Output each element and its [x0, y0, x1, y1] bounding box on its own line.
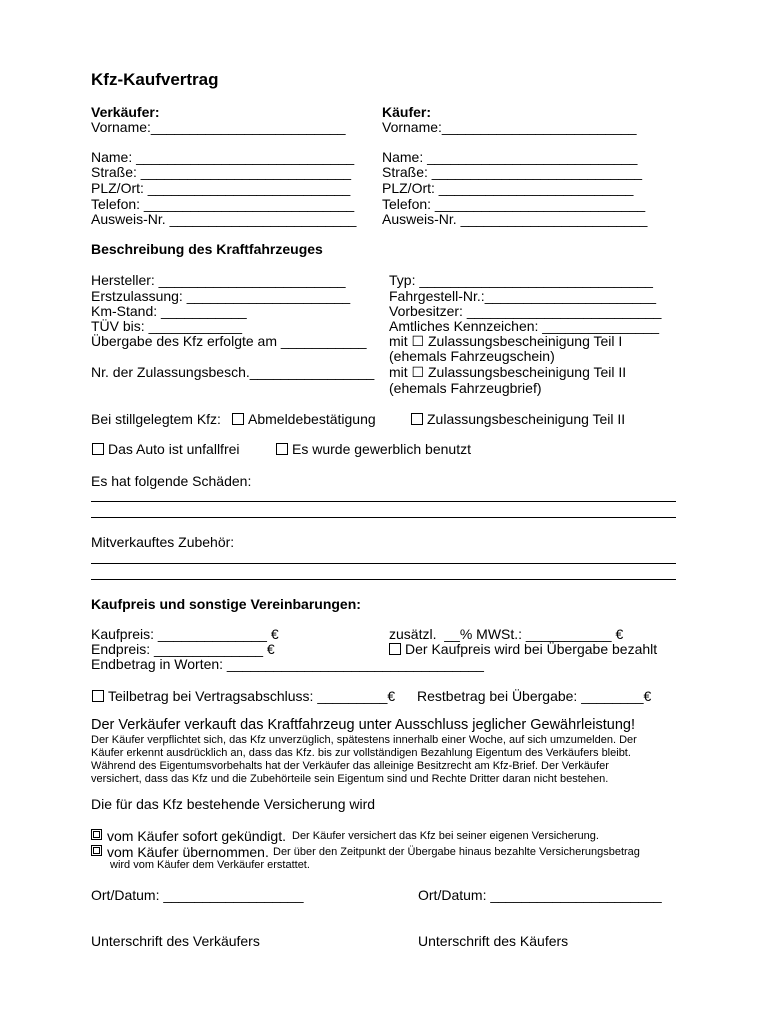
buyer-id-field[interactable]: Ausweis-Nr. ________________________	[382, 211, 648, 227]
warranty-statement: Der Verkäufer verkauft das Kraftfahrzeug unter Ausschluss jeglicher Gewährleistung!	[91, 717, 636, 733]
partial-payment-field[interactable]: Teilbetrag bei Vertragsabschluss: _________€	[108, 688, 396, 704]
insurance-cancel-label: vom Käufer sofort gekündigt.	[107, 828, 286, 844]
previous-owner-field[interactable]: Vorbesitzer: _________________________	[389, 303, 662, 319]
accessories-line-1[interactable]	[91, 563, 676, 564]
commercial-use-label: Es wurde gewerblich benutzt	[292, 441, 471, 457]
registration-cert-1-checkbox[interactable]: mit ☐ Zulassungsbescheinigung Teil I	[389, 333, 623, 349]
insurance-transfer-checkbox[interactable]	[91, 845, 102, 856]
warranty-text-line-3: Während des Eigentumsvorbehalts hat der Verkäufer das alleinige Besitzrecht am Kfz-Brief. Der Verkäufer	[91, 760, 609, 772]
accident-free-checkbox[interactable]	[92, 443, 104, 455]
seller-street-field[interactable]: Straße: ___________________________	[91, 164, 352, 180]
vehicle-heading: Beschreibung des Kraftfahrzeuges	[91, 241, 323, 257]
final-price-field[interactable]: Endpreis: ______________ €	[91, 641, 275, 657]
damages-line-2[interactable]	[91, 517, 676, 518]
buyer-zip-city-field[interactable]: PLZ/Ort: _________________________	[382, 180, 634, 196]
page-title: Kfz-Kaufvertrag	[91, 70, 219, 89]
partial-payment-checkbox[interactable]	[92, 690, 104, 702]
seller-id-field[interactable]: Ausweis-Nr. ________________________	[91, 211, 357, 227]
price-heading: Kaufpreis und sonstige Vereinbarungen:	[91, 596, 361, 612]
seller-zip-city-field[interactable]: PLZ/Ort: __________________________	[91, 180, 351, 196]
seller-heading: Verkäufer:	[91, 104, 160, 120]
buyer-firstname-field[interactable]: Vorname:_________________________	[382, 119, 637, 135]
warranty-text-line-1: Der Käufer verpflichtet sich, das Kfz unverzüglich, spätestens innerhalb einer Woche, auf sich umzumelden. Der	[91, 734, 637, 746]
accessories-label: Mitverkauftes Zubehör:	[91, 534, 235, 550]
insurance-cancel-checkbox[interactable]	[91, 829, 102, 840]
handover-date-field[interactable]: Übergabe des Kfz erfolgte am ___________	[91, 333, 367, 349]
first-registration-field[interactable]: Erstzulassung: _____________________	[91, 288, 351, 304]
accessories-line-2[interactable]	[91, 579, 676, 580]
commercial-use-checkbox[interactable]	[276, 443, 288, 455]
registration-cert-2-note: (ehemals Fahrzeugbrief)	[389, 380, 542, 396]
mileage-field[interactable]: Km-Stand: ___________	[91, 303, 247, 319]
vat-field[interactable]: zusätzl. __% MWSt.: ___________ €	[389, 626, 624, 642]
deregistration-label: Abmeldebestätigung	[248, 411, 376, 427]
inspection-field[interactable]: TÜV bis: ____________	[91, 318, 242, 334]
amount-in-words-field[interactable]: Endbetrag in Worten: _________________________________	[91, 656, 484, 672]
warranty-text-line-2: Käufer erkennt ausdrücklich an, dass das Kfz. bis zur vollständigen Bezahlung Eigentum des Verkäufers bleibt.	[91, 747, 631, 759]
remaining-amount-field[interactable]: Restbetrag bei Übergabe: ________€	[417, 688, 652, 704]
cert-part2-checkbox[interactable]	[411, 413, 423, 425]
buyer-heading: Käufer:	[382, 104, 432, 120]
paid-on-handover-label: Der Kaufpreis wird bei Übergabe bezahlt	[405, 641, 658, 657]
seller-firstname-field[interactable]: Vorname:_________________________	[91, 119, 346, 135]
deregistration-checkbox[interactable]	[232, 413, 244, 425]
insurance-transfer-note-2: wird vom Käufer dem Verkäufer erstattet.	[110, 859, 310, 871]
cert-part2-label: Zulassungsbescheinigung Teil II	[427, 411, 626, 427]
registration-cert-2-checkbox[interactable]: mit ☐ Zulassungsbescheinigung Teil II	[389, 364, 627, 380]
damages-label: Es hat folgende Schäden:	[91, 473, 252, 489]
seller-place-date-field[interactable]: Ort/Datum: __________________	[91, 887, 304, 903]
accident-free-label: Das Auto ist unfallfrei	[108, 441, 240, 457]
decommissioned-label: Bei stillgelegtem Kfz:	[91, 411, 221, 427]
insurance-intro: Die für das Kfz bestehende Versicherung wird	[91, 796, 376, 812]
buyer-street-field[interactable]: Straße: ___________________________	[382, 164, 643, 180]
buyer-phone-field[interactable]: Telefon: ___________________________	[382, 196, 646, 212]
insurance-cancel-note: Der Käufer versichert das Kfz bei seiner eigenen Versicherung.	[292, 830, 599, 842]
insurance-transfer-note: Der über den Zeitpunkt der Übergabe hinaus bezahlte Versicherungsbetrag	[273, 846, 640, 858]
warranty-text-line-4: versichert, dass das Kfz und die Zubehörteile sein Eigentum sind und Rechte Dritter daran nicht bestehen.	[91, 773, 609, 785]
buyer-place-date-field[interactable]: Ort/Datum: ______________________	[418, 887, 662, 903]
seller-name-field[interactable]: Name: ____________________________	[91, 149, 355, 165]
seller-signature-label: Unterschrift des Verkäufers	[91, 933, 260, 949]
purchase-price-field[interactable]: Kaufpreis: ______________ €	[91, 626, 279, 642]
buyer-name-field[interactable]: Name: ___________________________	[382, 149, 638, 165]
paid-on-handover-checkbox[interactable]	[389, 643, 401, 655]
seller-phone-field[interactable]: Telefon: ___________________________	[91, 196, 355, 212]
license-plate-field[interactable]: Amtliches Kennzeichen: _______________	[389, 318, 660, 334]
type-field[interactable]: Typ: ______________________________	[389, 272, 653, 288]
insurance-transfer-label: vom Käufer übernommen.	[107, 844, 269, 860]
vin-field[interactable]: Fahrgestell-Nr.:______________________	[389, 288, 656, 304]
damages-line-1[interactable]	[91, 501, 676, 502]
manufacturer-field[interactable]: Hersteller: ________________________	[91, 272, 346, 288]
registration-cert-1-note: (ehemals Fahrzeugschein)	[389, 348, 555, 364]
registration-number-field[interactable]: Nr. der Zulassungsbesch.________________	[91, 364, 375, 380]
buyer-signature-label: Unterschrift des Käufers	[418, 933, 569, 949]
